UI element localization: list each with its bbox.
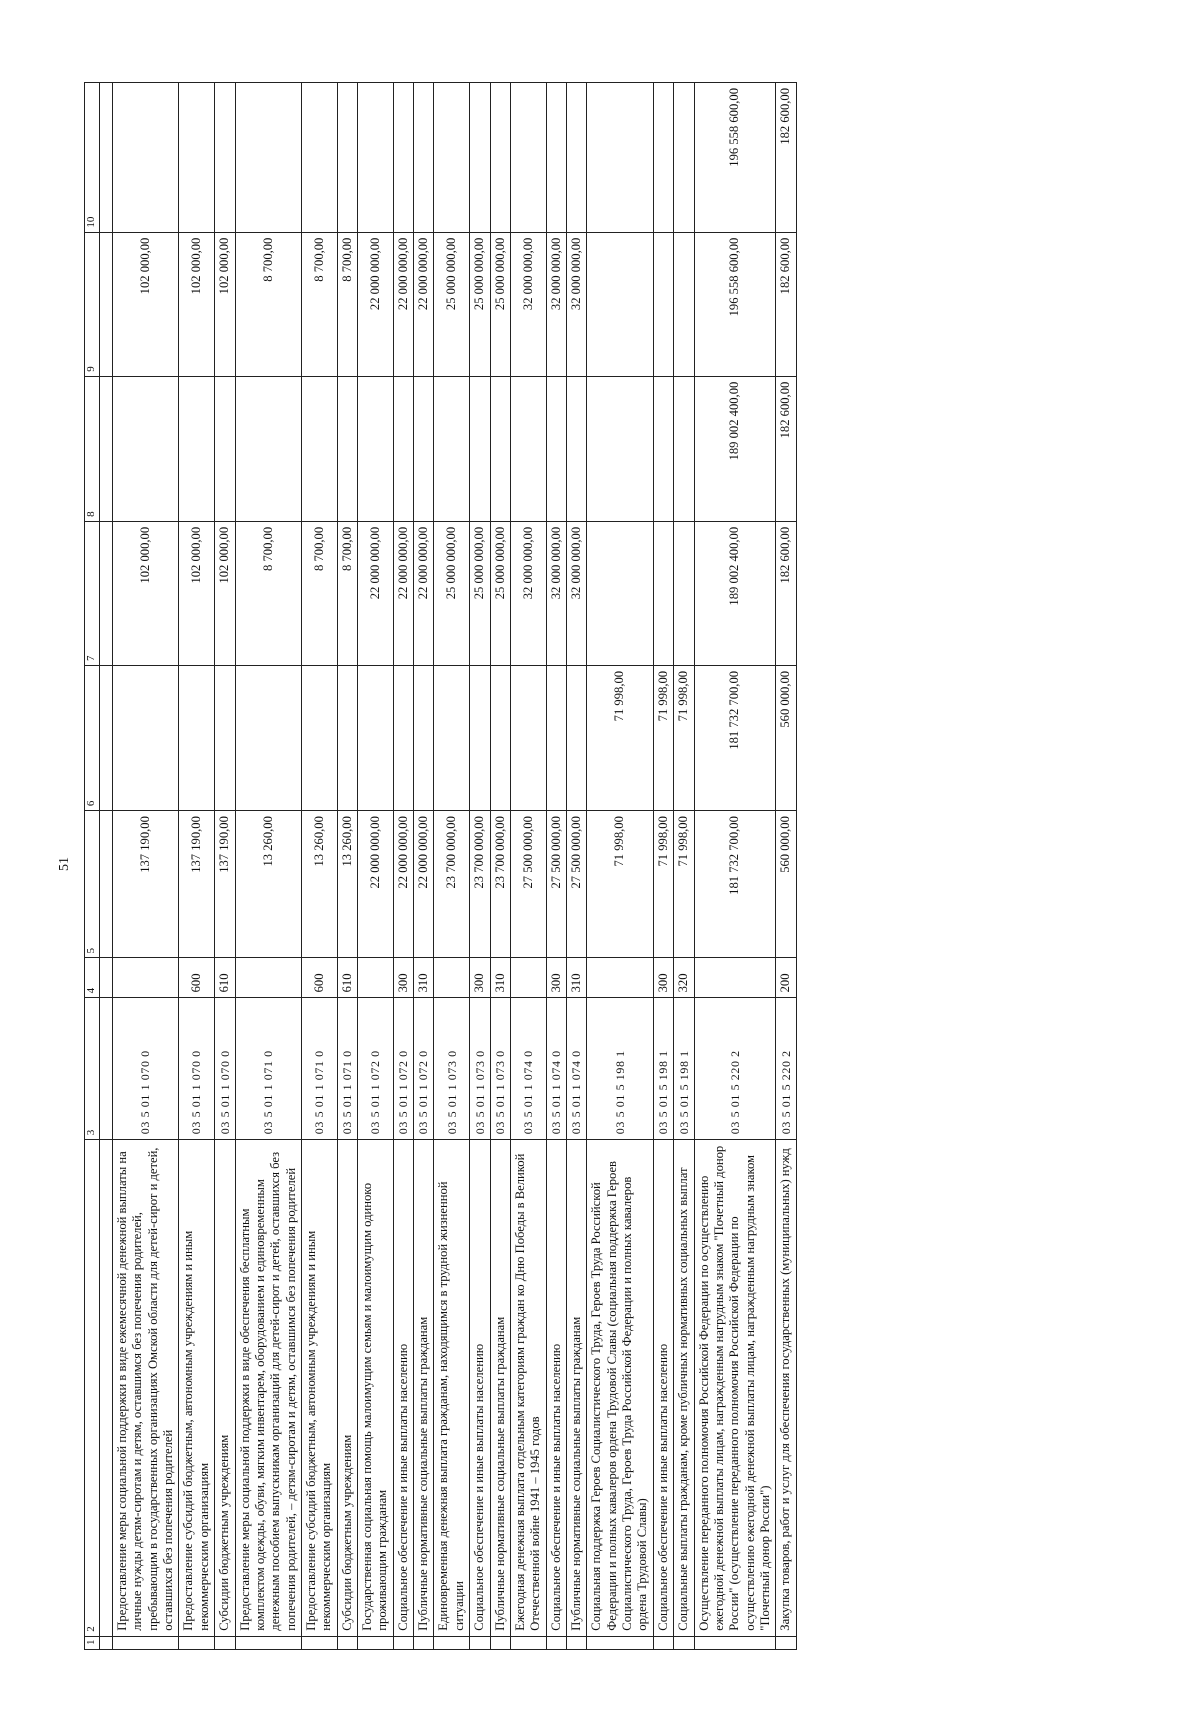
amount-col-6 xyxy=(337,665,357,810)
amount-col-9: 196 558 600,00 xyxy=(694,232,776,376)
row-marker xyxy=(694,1636,776,1649)
amount-col-8: 189 002 400,00 xyxy=(694,376,776,521)
amount-col-10 xyxy=(587,83,653,233)
item-name: Социальные выплаты гражданам, кроме публичных нормативных социальных выплат xyxy=(674,1140,694,1636)
table-row xyxy=(414,83,434,1650)
amount-col-7: 102 000,00 xyxy=(113,521,179,665)
amount-col-8 xyxy=(235,376,301,521)
amount-col-5: 27 500 000,00 xyxy=(546,811,566,958)
amount-col-8 xyxy=(358,376,394,521)
table-row xyxy=(179,83,215,1650)
amount-col-6 xyxy=(393,665,413,810)
amount-col-10 xyxy=(337,83,357,233)
spacer-cell xyxy=(100,998,113,1140)
expense-type xyxy=(510,958,546,998)
table-row xyxy=(358,83,394,1650)
amount-col-10 xyxy=(434,83,470,233)
budget-code: 03 5 01 5 220 2 xyxy=(776,998,796,1140)
amount-col-6 xyxy=(113,665,179,810)
expense-type: 600 xyxy=(301,958,337,998)
column-number: 9 xyxy=(85,232,100,376)
item-name: Социальное обеспечение и иные выплаты населению xyxy=(653,1140,673,1636)
expense-type: 610 xyxy=(337,958,357,998)
amount-col-5: 13 260,00 xyxy=(235,811,301,958)
budget-code: 03 5 01 1 073 0 xyxy=(490,998,510,1140)
amount-col-7: 32 000 000,00 xyxy=(566,521,586,665)
amount-col-6 xyxy=(179,665,215,810)
amount-col-6: 560 000,00 xyxy=(776,665,796,810)
expense-type: 600 xyxy=(179,958,215,998)
column-number: 3 xyxy=(85,998,100,1140)
amount-col-7 xyxy=(674,521,694,665)
amount-col-7: 32 000 000,00 xyxy=(546,521,566,665)
amount-col-10 xyxy=(414,83,434,233)
table-row xyxy=(653,83,673,1650)
column-number: 8 xyxy=(85,376,100,521)
expense-type: 300 xyxy=(546,958,566,998)
amount-col-10 xyxy=(301,83,337,233)
expense-type xyxy=(434,958,470,998)
budget-table-rotated xyxy=(84,82,1104,1650)
budget-code: 03 5 01 1 071 0 xyxy=(301,998,337,1140)
expense-type xyxy=(587,958,653,998)
table-row xyxy=(215,83,235,1650)
column-number: 7 xyxy=(85,521,100,665)
amount-col-7: 22 000 000,00 xyxy=(414,521,434,665)
amount-col-5: 22 000 000,00 xyxy=(414,811,434,958)
budget-code: 03 5 01 1 071 0 xyxy=(337,998,357,1140)
row-marker xyxy=(358,1636,394,1649)
row-marker xyxy=(393,1636,413,1649)
table-row xyxy=(587,83,653,1650)
expense-type: 310 xyxy=(490,958,510,998)
amount-col-6: 71 998,00 xyxy=(653,665,673,810)
item-name: Социальная поддержка Героев Социалистического Труда, Героев Труда Российской Федерации и полных кавалеров ордена Трудовой Славы (социальная поддержка Героев Социалистического Труда, Героев Труда Российской Федерации и полных кавалеров ордена Трудовой Славы) xyxy=(587,1140,653,1636)
expense-type: 300 xyxy=(393,958,413,998)
table-row xyxy=(337,83,357,1650)
amount-col-7: 25 000 000,00 xyxy=(434,521,470,665)
budget-code: 03 5 01 1 072 0 xyxy=(393,998,413,1140)
amount-col-10: 196 558 600,00 xyxy=(694,83,776,233)
row-marker xyxy=(215,1636,235,1649)
amount-col-8 xyxy=(674,376,694,521)
budget-code: 03 5 01 1 070 0 xyxy=(179,998,215,1140)
amount-col-10 xyxy=(358,83,394,233)
amount-col-5: 27 500 000,00 xyxy=(510,811,546,958)
amount-col-9: 182 600,00 xyxy=(776,232,796,376)
amount-col-6 xyxy=(546,665,566,810)
expense-type: 300 xyxy=(653,958,673,998)
amount-col-6 xyxy=(215,665,235,810)
row-marker xyxy=(434,1636,470,1649)
amount-col-10 xyxy=(674,83,694,233)
item-name: Субсидии бюджетным учреждениям xyxy=(215,1140,235,1636)
amount-col-8: 182 600,00 xyxy=(776,376,796,521)
budget-table xyxy=(84,82,797,1650)
table-row xyxy=(510,83,546,1650)
amount-col-10 xyxy=(510,83,546,233)
row-marker xyxy=(674,1636,694,1649)
table-row xyxy=(490,83,510,1650)
budget-code: 03 5 01 1 074 0 xyxy=(546,998,566,1140)
row-marker xyxy=(510,1636,546,1649)
amount-col-9: 8 700,00 xyxy=(301,232,337,376)
amount-col-9: 25 000 000,00 xyxy=(490,232,510,376)
amount-col-8 xyxy=(546,376,566,521)
amount-col-9: 102 000,00 xyxy=(215,232,235,376)
amount-col-5: 27 500 000,00 xyxy=(566,811,586,958)
amount-col-7: 8 700,00 xyxy=(301,521,337,665)
spacer-cell xyxy=(100,521,113,665)
amount-col-8 xyxy=(566,376,586,521)
column-number: 2 xyxy=(85,1140,100,1636)
budget-code: 03 5 01 1 073 0 xyxy=(434,998,470,1140)
expense-type: 320 xyxy=(674,958,694,998)
spacer-cell xyxy=(100,665,113,810)
amount-col-10 xyxy=(235,83,301,233)
spacer-cell xyxy=(100,232,113,376)
item-name: Публичные нормативные социальные выплаты гражданам xyxy=(414,1140,434,1636)
item-name: Предоставление меры социальной поддержки в виде ежемесячной денежной выплаты на личные нужды детям-сиротам и детям, оставшимся без попечения родителей, пребывающим в государственных организациях Омской области для детей-сирот и детей, оставшихся без попечения родителей xyxy=(113,1140,179,1636)
budget-code: 03 5 01 1 070 0 xyxy=(113,998,179,1140)
amount-col-6 xyxy=(434,665,470,810)
budget-code: 03 5 01 1 072 0 xyxy=(414,998,434,1140)
row-marker xyxy=(546,1636,566,1649)
amount-col-9: 22 000 000,00 xyxy=(358,232,394,376)
row-marker xyxy=(587,1636,653,1649)
row-marker xyxy=(179,1636,215,1649)
row-marker xyxy=(470,1636,490,1649)
amount-col-5: 137 190,00 xyxy=(179,811,215,958)
amount-col-8 xyxy=(653,376,673,521)
amount-col-9: 102 000,00 xyxy=(179,232,215,376)
amount-col-9: 102 000,00 xyxy=(113,232,179,376)
row-marker xyxy=(113,1636,179,1649)
amount-col-7: 32 000 000,00 xyxy=(510,521,546,665)
amount-col-8 xyxy=(301,376,337,521)
column-number: 5 xyxy=(85,811,100,958)
table-row xyxy=(235,83,301,1650)
amount-col-9: 8 700,00 xyxy=(235,232,301,376)
amount-col-5: 71 998,00 xyxy=(653,811,673,958)
row-marker xyxy=(566,1636,586,1649)
amount-col-6 xyxy=(235,665,301,810)
budget-code: 03 5 01 5 198 1 xyxy=(587,998,653,1140)
amount-col-6: 71 998,00 xyxy=(674,665,694,810)
budget-code: 03 5 01 1 070 0 xyxy=(215,998,235,1140)
amount-col-5: 22 000 000,00 xyxy=(393,811,413,958)
amount-col-6: 71 998,00 xyxy=(587,665,653,810)
spacer-cell xyxy=(100,376,113,521)
item-name: Государственная социальная помощь малоимущим семьям и малоимущим одиноко проживающим гражданам xyxy=(358,1140,394,1636)
amount-col-5: 181 732 700,00 xyxy=(694,811,776,958)
amount-col-5: 137 190,00 xyxy=(113,811,179,958)
row-marker xyxy=(301,1636,337,1649)
column-number: 10 xyxy=(85,83,100,233)
table-row xyxy=(113,83,179,1650)
amount-col-6 xyxy=(414,665,434,810)
amount-col-10 xyxy=(653,83,673,233)
item-name: Социальное обеспечение и иные выплаты населению xyxy=(393,1140,413,1636)
budget-code: 03 5 01 1 073 0 xyxy=(470,998,490,1140)
amount-col-10 xyxy=(490,83,510,233)
column-number: 6 xyxy=(85,665,100,810)
amount-col-9: 22 000 000,00 xyxy=(393,232,413,376)
expense-type: 200 xyxy=(776,958,796,998)
expense-type: 310 xyxy=(414,958,434,998)
amount-col-9 xyxy=(653,232,673,376)
amount-col-9: 25 000 000,00 xyxy=(434,232,470,376)
amount-col-7: 182 600,00 xyxy=(776,521,796,665)
budget-code: 03 5 01 5 198 1 xyxy=(653,998,673,1140)
budget-code: 03 5 01 5 198 1 xyxy=(674,998,694,1140)
item-name: Предоставление субсидий бюджетным, автономным учреждениям и иным некоммерческим организациям xyxy=(301,1140,337,1636)
table-row xyxy=(470,83,490,1650)
amount-col-10 xyxy=(566,83,586,233)
item-name: Предоставление меры социальной поддержки в виде обеспечения бесплатным комплектом одежды, обуви, мягким инвентарем, оборудованием и единовременным денежным пособием выпускникам организаций для детей-сирот и детей, оставшихся без попечения родителей, – детям-сиротам и детям, оставшимся без попечения родителей xyxy=(235,1140,301,1636)
table-body xyxy=(113,83,797,1650)
table-row xyxy=(694,83,776,1650)
column-number-row xyxy=(85,83,100,1650)
amount-col-7 xyxy=(653,521,673,665)
amount-col-10 xyxy=(470,83,490,233)
amount-col-9: 25 000 000,00 xyxy=(470,232,490,376)
amount-col-8 xyxy=(179,376,215,521)
item-name: Публичные нормативные социальные выплаты гражданам xyxy=(490,1140,510,1636)
budget-code: 03 5 01 1 074 0 xyxy=(566,998,586,1140)
amount-col-5: 71 998,00 xyxy=(674,811,694,958)
spacer-cell xyxy=(100,83,113,233)
item-name: Публичные нормативные социальные выплаты гражданам xyxy=(566,1140,586,1636)
table-row xyxy=(546,83,566,1650)
expense-type: 300 xyxy=(470,958,490,998)
amount-col-6 xyxy=(490,665,510,810)
amount-col-5: 23 700 000,00 xyxy=(470,811,490,958)
amount-col-10 xyxy=(546,83,566,233)
amount-col-6 xyxy=(358,665,394,810)
row-marker xyxy=(653,1636,673,1649)
amount-col-7: 102 000,00 xyxy=(215,521,235,665)
amount-col-5: 71 998,00 xyxy=(587,811,653,958)
row-marker xyxy=(414,1636,434,1649)
item-name: Осуществление переданного полномочия Российской Федерации по осуществлению ежегодной денежной выплаты лицам, награжденным нагрудным знаком "Почетный донор России" (осуществление переданного полномочия Российской Федерации по осуществлению ежегодной денежной выплаты лицам, награжденным нагрудным знаком "Почетный донор России") xyxy=(694,1140,776,1636)
expense-type xyxy=(694,958,776,998)
amount-col-8 xyxy=(470,376,490,521)
row-marker xyxy=(490,1636,510,1649)
amount-col-8 xyxy=(393,376,413,521)
table-row xyxy=(434,83,470,1650)
amount-col-6 xyxy=(470,665,490,810)
budget-code: 03 5 01 5 220 2 xyxy=(694,998,776,1140)
amount-col-7 xyxy=(587,521,653,665)
amount-col-8 xyxy=(587,376,653,521)
budget-code: 03 5 01 1 071 0 xyxy=(235,998,301,1140)
table-row xyxy=(776,83,796,1650)
amount-col-9 xyxy=(587,232,653,376)
amount-col-7: 8 700,00 xyxy=(337,521,357,665)
page-number: 51 xyxy=(57,857,72,871)
expense-type xyxy=(358,958,394,998)
amount-col-7: 25 000 000,00 xyxy=(470,521,490,665)
expense-type xyxy=(113,958,179,998)
amount-col-6 xyxy=(510,665,546,810)
amount-col-5: 23 700 000,00 xyxy=(434,811,470,958)
amount-col-8 xyxy=(113,376,179,521)
amount-col-8 xyxy=(215,376,235,521)
amount-col-6 xyxy=(566,665,586,810)
table-row xyxy=(301,83,337,1650)
item-name: Предоставление субсидий бюджетным, автономным учреждениям и иным некоммерческим организациям xyxy=(179,1140,215,1636)
amount-col-9: 22 000 000,00 xyxy=(414,232,434,376)
amount-col-5: 560 000,00 xyxy=(776,811,796,958)
amount-col-7: 25 000 000,00 xyxy=(490,521,510,665)
amount-col-8 xyxy=(434,376,470,521)
item-name: Субсидии бюджетным учреждениям xyxy=(337,1140,357,1636)
spacer-cell xyxy=(100,1140,113,1636)
amount-col-10: 182 600,00 xyxy=(776,83,796,233)
amount-col-8 xyxy=(414,376,434,521)
amount-col-8 xyxy=(510,376,546,521)
budget-code: 03 5 01 1 074 0 xyxy=(510,998,546,1140)
amount-col-5: 23 700 000,00 xyxy=(490,811,510,958)
item-name: Социальное обеспечение и иные выплаты населению xyxy=(546,1140,566,1636)
item-name: Социальное обеспечение и иные выплаты населению xyxy=(470,1140,490,1636)
column-number: 1 xyxy=(85,1636,100,1649)
amount-col-6: 181 732 700,00 xyxy=(694,665,776,810)
amount-col-7: 22 000 000,00 xyxy=(358,521,394,665)
expense-type: 610 xyxy=(215,958,235,998)
amount-col-9: 32 000 000,00 xyxy=(510,232,546,376)
amount-col-7: 22 000 000,00 xyxy=(393,521,413,665)
amount-col-9: 8 700,00 xyxy=(337,232,357,376)
row-marker xyxy=(337,1636,357,1649)
amount-col-8 xyxy=(490,376,510,521)
expense-type xyxy=(235,958,301,998)
row-marker xyxy=(776,1636,796,1649)
amount-col-5: 13 260,00 xyxy=(337,811,357,958)
column-number: 4 xyxy=(85,958,100,998)
amount-col-10 xyxy=(215,83,235,233)
spacer-cell xyxy=(100,1636,113,1649)
amount-col-6 xyxy=(301,665,337,810)
budget-code: 03 5 01 1 072 0 xyxy=(358,998,394,1140)
spacer-cell xyxy=(100,958,113,998)
table-row xyxy=(674,83,694,1650)
amount-col-5: 13 260,00 xyxy=(301,811,337,958)
spacer-cell xyxy=(100,811,113,958)
spacer-row xyxy=(100,83,113,1650)
amount-col-5: 22 000 000,00 xyxy=(358,811,394,958)
item-name: Единовременная денежная выплата гражданам, находящимся в трудной жизненной ситуации xyxy=(434,1140,470,1636)
item-name: Ежегодная денежная выплата отдельным категориям граждан ко Дню Победы в Великой Отечественной войне 1941 – 1945 годов xyxy=(510,1140,546,1636)
table-row xyxy=(393,83,413,1650)
item-name: Закупка товаров, работ и услуг для обеспечения государственных (муниципальных) нужд xyxy=(776,1140,796,1636)
amount-col-10 xyxy=(179,83,215,233)
amount-col-9: 32 000 000,00 xyxy=(566,232,586,376)
expense-type: 310 xyxy=(566,958,586,998)
amount-col-9 xyxy=(674,232,694,376)
amount-col-10 xyxy=(393,83,413,233)
amount-col-10 xyxy=(113,83,179,233)
amount-col-7: 102 000,00 xyxy=(179,521,215,665)
amount-col-9: 32 000 000,00 xyxy=(546,232,566,376)
table-row xyxy=(566,83,586,1650)
amount-col-5: 137 190,00 xyxy=(215,811,235,958)
amount-col-8 xyxy=(337,376,357,521)
amount-col-7: 189 002 400,00 xyxy=(694,521,776,665)
row-marker xyxy=(235,1636,301,1649)
amount-col-7: 8 700,00 xyxy=(235,521,301,665)
